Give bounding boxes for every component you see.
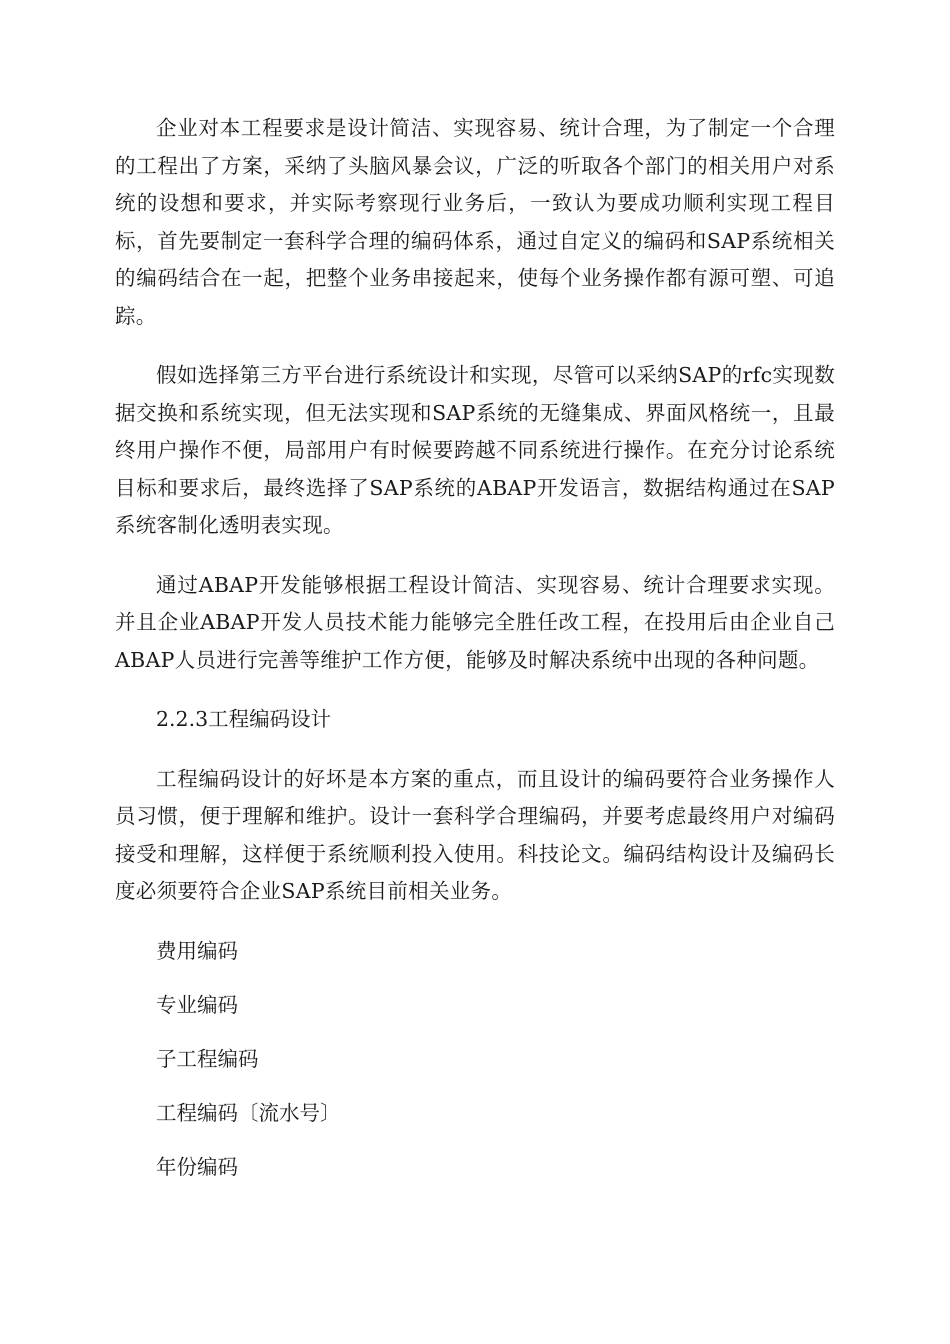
paragraph-code-design: 工程编码设计的好坏是本方案的重点，而且设计的编码要符合业务操作人员习惯，便于理解和维护。设计一套科学合理编码，并要考虑最终用户对编码接受和理解，这样便于系统顺利投入使用。科技论文。编码结构设计及编码长度必须要符合企业SAP系统目前相关业务。 xyxy=(115,766,835,903)
paragraph-abap: 通过ABAP开发能够根据工程设计简洁、实现容易、统计合理要求实现。并且企业ABAP开发人员技术能力能够完全胜任改工程，在投用后由企业自己ABAP人员进行完善等维护工作方便，能够及时解决系统中出现的各种问题。 xyxy=(115,572,835,672)
paragraph-requirements: 企业对本工程要求是设计简洁、实现容易、统计合理，为了制定一个合理的工程出了方案，采纳了头脑风暴会议，广泛的听取各个部门的相关用户对系统的设想和要求，并实际考察现行业务后，一致认为要成功顺利实现工程目标，首先要制定一套科学合理的编码体系，通过自定义的编码和SAP系统相关的编码结合在一起，把整个业务串接起来，使每个业务操作都有源可塑、可追踪。 xyxy=(115,116,835,328)
code-item-year: 年份编码 xyxy=(156,1154,238,1179)
code-item-subproject: 子工程编码 xyxy=(156,1046,259,1071)
section-heading: 2.2.3工程编码设计 xyxy=(156,707,332,731)
paragraph-third-party: 假如选择第三方平台进行系统设计和实现，尽管可以采纳SAP的rfc实现数据交换和系统实现，但无法实现和SAP系统的无缝集成、界面风格统一，且最终用户操作不便，局部用户有时候要跨越不同系统进行操作。在充分讨论系统目标和要求后，最终选择了SAP系统的ABAP开发语言，数据结构通过在SAP系统客制化透明表实现。 xyxy=(115,363,835,537)
code-item-specialty: 专业编码 xyxy=(156,992,238,1017)
code-list xyxy=(115,933,835,1187)
document-page xyxy=(115,110,835,1203)
code-item-expense: 费用编码 xyxy=(156,938,238,963)
code-item-project-serial: 工程编码〔流水号〕 xyxy=(156,1100,341,1125)
